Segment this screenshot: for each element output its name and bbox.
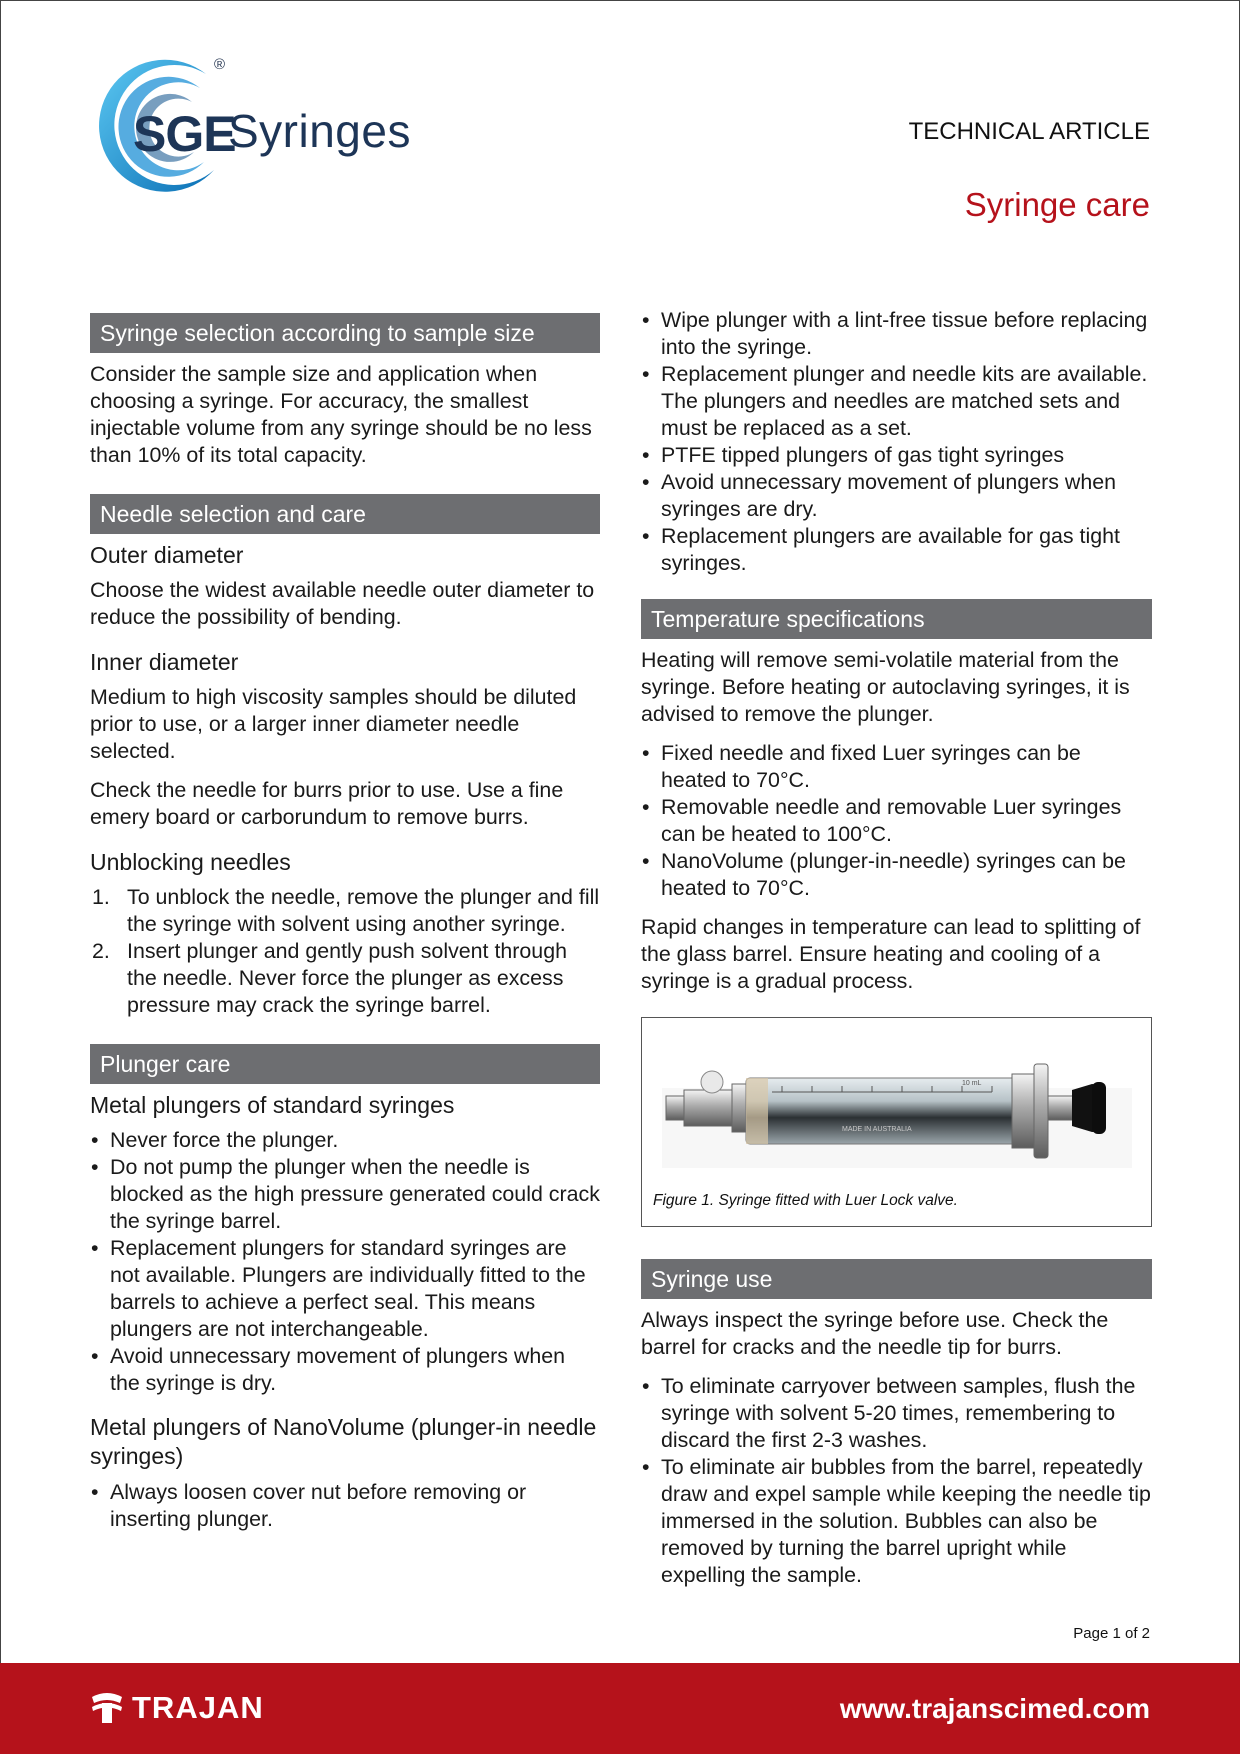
list-item: • Replacement plungers for standard syringes are not available. Plungers are individually fitted to the barrels to achieve a perfect seal. This means plungers are not interchangeable. [90, 1235, 600, 1343]
right-column [641, 307, 1152, 1601]
subheading-standard-plungers: Metal plungers of standard syringes [90, 1092, 455, 1118]
figure-caption: Figure 1. Syringe fitted with Luer Lock valve. [653, 1192, 958, 1209]
section-heading-selection: Syringe selection according to sample size [90, 313, 600, 353]
subheading-inner-diameter: Inner diameter [90, 649, 239, 675]
figure-syringe [641, 1017, 1152, 1227]
list-item: 1. To unblock the needle, remove the plunger and fill the syringe with solvent using another syringe. [92, 885, 600, 936]
list-item: • Fixed needle and fixed Luer syringes can be heated to 70°C. [641, 740, 1152, 794]
list-item: • Never force the plunger. [90, 1127, 600, 1154]
outer-diameter-body: Choose the widest available needle outer diameter to reduce the possibility of bending. [90, 578, 595, 629]
svg-text:10 mL: 10 mL [962, 1080, 982, 1087]
trajan-logo [90, 1691, 264, 1725]
section-heading-plunger: Plunger care [90, 1044, 600, 1084]
list-item: • To eliminate carryover between samples, flush the syringe with solvent 5-20 times, remembering to discard the first 2-3 washes. [641, 1373, 1152, 1454]
registered-mark: ® [214, 56, 226, 73]
section-heading-use: Syringe use [641, 1259, 1152, 1299]
nano-plunger-list-left [90, 1479, 600, 1533]
article-type: TECHNICAL ARTICLE [908, 118, 1150, 145]
inner-diameter-body-1: Medium to high viscosity samples should be diluted prior to use, or a larger inner diameter needle selected. [90, 685, 577, 763]
temperature-list [641, 740, 1152, 902]
list-item: • Wipe plunger with a lint-free tissue before replacing into the syringe. [641, 307, 1152, 361]
footer-bar [0, 1663, 1240, 1754]
temperature-outro: Rapid changes in temperature can lead to splitting of the glass barrel. Ensure heating and cooling of a syringe is a gradual process. [641, 915, 1141, 993]
standard-plunger-list [90, 1127, 600, 1397]
list-item: • Do not pump the plunger when the needle is blocked as the high pressure generated could crack the syringe barrel. [90, 1154, 600, 1235]
sge-syringes-logo [86, 52, 446, 202]
unblock-steps [90, 884, 600, 1019]
subheading-unblocking: Unblocking needles [90, 849, 291, 875]
page-title: Syringe care [964, 186, 1150, 223]
page-number: Page 1 of 2 [1073, 1625, 1150, 1642]
inner-diameter-body-2: Check the needle for burrs prior to use. Use a fine emery board or carborundum to remove burrs. [90, 778, 564, 829]
trajan-wordmark: TRAJAN [132, 1690, 264, 1725]
svg-text:MADE IN AUSTRALIA: MADE IN AUSTRALIA [842, 1126, 912, 1133]
syringe-image [662, 1038, 1132, 1178]
logo-sge-text: SGE [133, 106, 236, 162]
website-link[interactable]: www.trajanscimed.com [839, 1693, 1150, 1724]
nano-plunger-list-right [641, 307, 1152, 442]
list-item: 2. Insert plunger and gently push solvent through the needle. Never force the plunger as excess pressure may crack the syringe barrel. [92, 939, 567, 1017]
list-item: • Avoid unnecessary movement of plungers when the syringe is dry. [90, 1343, 600, 1397]
subheading-outer-diameter: Outer diameter [90, 542, 244, 568]
list-item: • Replacement plungers are available for gas tight syringes. [641, 523, 1152, 577]
section-heading-temperature: Temperature specifications [641, 599, 1152, 639]
list-item: • Replacement plunger and needle kits are available. The plungers and needles are matched sets and must be replaced as a set. [641, 361, 1152, 442]
trajan-mark-icon [90, 1691, 124, 1725]
temperature-intro: Heating will remove semi-volatile material from the syringe. Before heating or autoclaving syringes, it is advised to remove the plunger. [641, 648, 1130, 726]
list-item: • To eliminate air bubbles from the barrel, repeatedly draw and expel sample while keeping the needle tip immersed in the solution. Bubbles can also be removed by turning the barrel upright while expelling the sample. [641, 1454, 1152, 1589]
list-item: • Always loosen cover nut before removing or inserting plunger. [90, 1479, 600, 1533]
use-intro: Always inspect the syringe before use. Check the barrel for cracks and the needle tip for burrs. [641, 1308, 1109, 1359]
use-list [641, 1373, 1152, 1589]
logo-syringes-text: Syringes [228, 105, 411, 157]
left-column [90, 313, 600, 1545]
subheading-nano-plungers: Metal plungers of NanoVolume (plunger-in needle syringes) [90, 1414, 597, 1469]
selection-body: Consider the sample size and application when choosing a syringe. For accuracy, the smallest injectable volume from any syringe should be no less than 10% of its total capacity. [90, 362, 592, 467]
list-item: • Removable needle and removable Luer syringes can be heated to 100°C. [641, 794, 1152, 848]
list-item: • PTFE tipped plungers of gas tight syringes [641, 442, 1152, 469]
list-item: • NanoVolume (plunger-in-needle) syringes can be heated to 70°C. [641, 848, 1152, 902]
gastight-plunger-list [641, 442, 1152, 577]
list-item: • Avoid unnecessary movement of plungers when syringes are dry. [641, 469, 1152, 523]
section-heading-needle: Needle selection and care [90, 494, 600, 534]
